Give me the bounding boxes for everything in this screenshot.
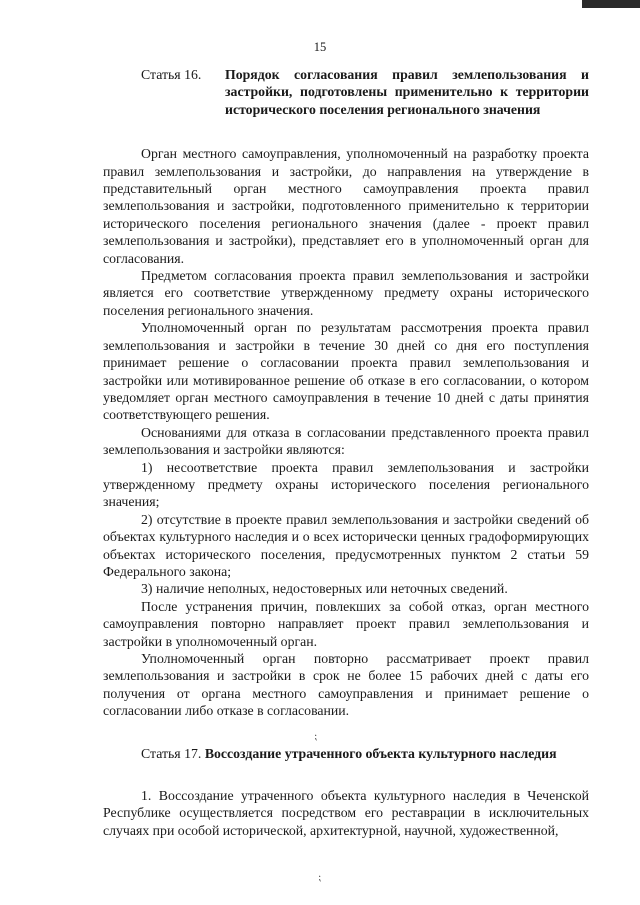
article-16-list-item-2: 2) отсутствие в проекте правил землепользования и застройки сведений об объектах культурного наследия и о всех исторически ценных градоформирующих объектах исторического поселения, предусмотренных пунктом 2 статьи 59 Федерального закона; — [103, 511, 589, 579]
article-16-paragraph-5: После устранения причин, повлекших за собой отказ, орган местного самоуправления повторно направляет проект правил землепользования и застройки в уполномоченный орган. — [103, 598, 589, 649]
scan-artifact-mark: ⁏ — [314, 731, 318, 742]
spacer — [103, 762, 589, 787]
article-16-list-item-1: 1) несоответствие проекта правил землепользования и застройки утвержденному предмету охраны исторического поселения регионального значения; — [103, 459, 589, 510]
article-17-title: Воссоздание утраченного объекта культурного наследия — [204, 745, 557, 761]
article-16-paragraph-6: Уполномоченный орган повторно рассматривает проект правил землепользования и застройки в срок не более 15 рабочих дней с даты его получения от органа местного самоуправления и принимает решение о согласовании либо отказе в согласовании. — [103, 651, 589, 719]
page-number: 15 — [313, 40, 327, 54]
article-16-heading — [103, 66, 589, 118]
article-16-label: Статья 16. — [141, 67, 202, 82]
article-16-paragraph-1: Орган местного самоуправления, уполномоченный на разработку проекта правил землепользования и застройки, до направления на утверждение в представительный орган местного самоуправления проекта правил землепользования и застройки, подготовленного применительно к территории исторического поселения регионального значения (далее - проект правил землепользования и застройки), представляет его в уполномоченный орган для согласования. — [103, 146, 589, 266]
article-16-paragraph-4: Основаниями для отказа в согласовании представленного проекта правил землепользования и застройки являются: — [103, 424, 589, 458]
article-16-title: Порядок согласования правил землепользования и застройки, подготовлены применительно к территории исторического поселения регионального значения — [225, 67, 589, 117]
article-16-paragraph-2: Предметом согласования проекта правил землепользования и застройки является его соответствие утвержденному предмету охраны исторического поселения регионального значения. — [103, 268, 589, 318]
article-16-paragraph-3: Уполномоченный орган по результатам рассмотрения проекта правил землепользования и застройки в течение 30 дней со дня его поступления принимает решение о согласовании проекта правил землепользования и застройки или мотивированное решение об отказе в его согласовании, о котором уведомляет орган местного самоуправления в течение 10 дней с даты принятия соответствующего решения. — [103, 320, 589, 423]
scan-artifact-mark: ⁏ — [318, 872, 322, 883]
article-16-list-item-3: 3) наличие неполных, недостоверных или неточных сведений. — [141, 581, 508, 597]
spacer — [103, 720, 589, 745]
article-17-paragraph-1: 1. Воссоздание утраченного объекта культурного наследия в Чеченской Республике осуществляется посредством его реставрации в исключительных случаях при особой исторической, архитектурной, научной, художественной, — [103, 788, 589, 838]
article-17-label: Статья 17. — [141, 745, 202, 761]
scan-corner-mark — [582, 0, 640, 8]
spacer — [103, 118, 589, 145]
document-body — [103, 66, 589, 839]
article-17-heading — [103, 745, 589, 762]
